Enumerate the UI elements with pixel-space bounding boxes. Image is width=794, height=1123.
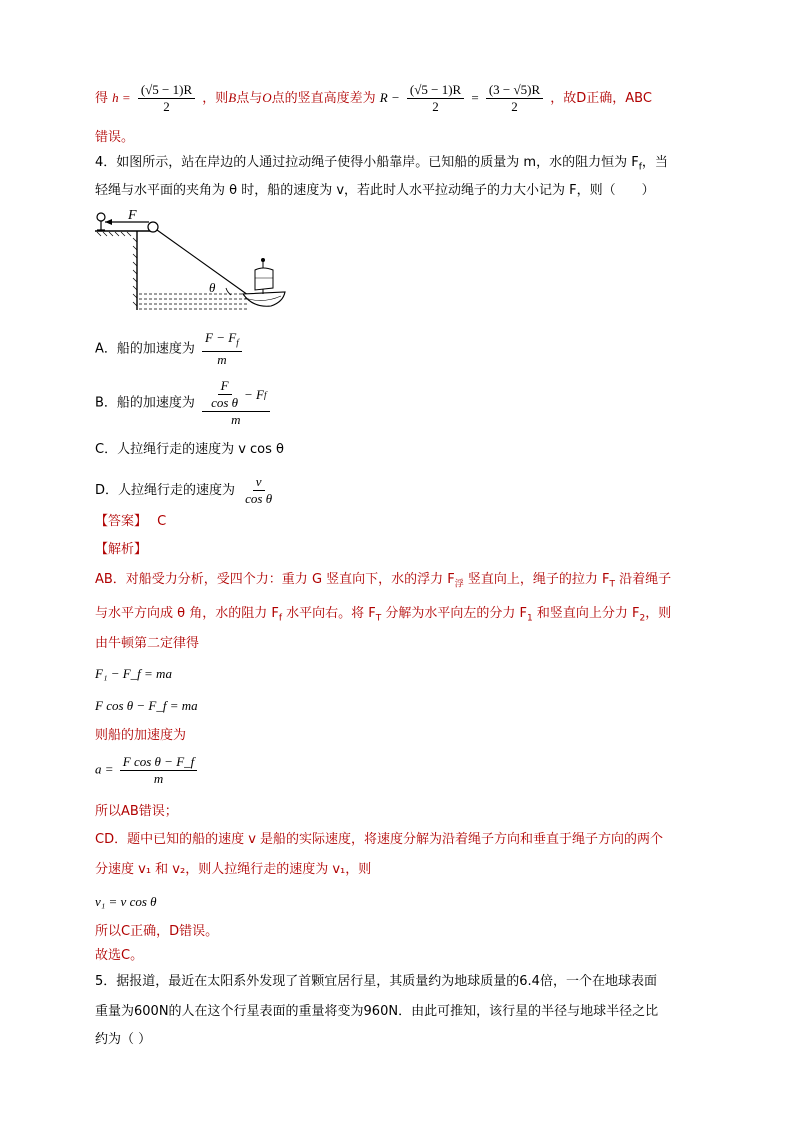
text: 沿着绳子 [615,572,672,587]
pulley [148,222,158,232]
analysis-line-4: 则船的加速度为 [95,728,187,743]
inner-fraction [208,378,241,411]
cliff-hatching-top [97,232,131,236]
frac-num: (√5 − 1)R [407,82,464,99]
equation-4: v₁ = v cos θ [95,894,157,909]
minus-term: − F [244,386,264,402]
boat [243,258,285,306]
text: ，则 [645,606,672,621]
subscript: f [236,337,239,348]
equation-3-fraction [120,754,197,787]
frac-num: (√5 − 1)R [138,82,195,99]
fraction-1 [138,82,195,115]
boat-pulley-diagram [93,210,293,315]
math-h: h = [112,90,131,105]
subscript: 1 [527,613,533,624]
analysis-line-5: 所以AB错误； [95,804,178,819]
frac-num: F [218,378,232,395]
option-a [95,330,245,368]
equals: = [471,90,479,105]
frac-num: (3 − √5)R [486,82,543,99]
analysis-label: 【解析】 [95,542,148,557]
point-b: B [228,90,237,105]
q5-line-3: 约为（ ） [95,1032,152,1047]
frac-den: m [153,771,164,786]
text: 和竖直向上分力 F [532,606,640,621]
text: ，当 [641,155,668,170]
analysis-line-7: 分速度 v₁ 和 v₂，则人拉绳行走的速度为 v₁，则 [95,862,372,877]
text: 与水平方向成 θ 角，水的阻力 F [95,606,279,621]
subscript: 2 [639,613,646,624]
text: ，故D正确，ABC [550,91,652,106]
q5-line-2: 重量为600N的人在这个行星表面的重量将变为960N．由此可推知，该行星的半径与地球半径之比 [95,1004,659,1019]
text: 得 [95,91,109,106]
answer-line [95,512,166,532]
equation-1: F₁ − F_f = ma [95,666,172,681]
option-b-fraction [202,378,269,428]
frac-den: cos θ [245,491,273,506]
person-head [97,213,105,221]
solution-line-2: 错误。 [95,130,135,145]
q4-line-1 [95,153,668,178]
equation-lhs: a = [95,761,114,777]
subscript: f [278,613,283,624]
math-r: R − [379,90,400,105]
option-b [95,378,273,428]
text: 点与 [236,91,263,106]
frac-num: v [253,474,265,491]
fraction-3 [486,82,543,115]
analysis-line-6: CD．题中已知的船的速度 v 是船的实际速度，将速度分解为沿着绳子方向和垂直于绳子方向的两个 [95,832,664,847]
angle-label: θ [209,280,216,295]
subscript: f [638,162,642,173]
text: 点的竖直高度差为 [271,91,376,106]
frac-den: m [231,412,241,427]
q4-line-2: 轻绳与水平面的夹角为 θ 时，船的速度为 v，若此时人水平拉动绳子的力大小记为 F，则（ ） [95,183,655,198]
fraction-2 [407,82,464,115]
q5-line-1: 5．据报道，最近在太阳系外发现了首颗宜居行星，其质量约为地球质量的6.4倍，一个在地球表面 [95,974,657,989]
text: 竖直向上，绳子的拉力 F [463,572,610,587]
frac-den: 2 [511,99,518,114]
option-d [95,474,278,507]
subscript: f [264,389,267,400]
equation-2: F cos θ − F_f = ma [95,698,198,713]
answer-value: C [157,514,167,529]
text: AB．对船受力分析，受四个力：重力 G 竖直向下，水的浮力 F [95,572,455,587]
option-label: A．船的加速度为 [95,341,195,357]
rope-slanted [157,230,248,295]
subscript: 浮 [454,579,464,590]
option-d-fraction [242,474,275,507]
analysis-line-2 [95,604,671,629]
answer-label: 【答案】 [95,514,148,529]
frac-num: F cos θ − F_f [120,754,197,771]
solution-line-1 [95,82,652,115]
frac-den: cos θ [211,395,239,410]
analysis-line-1 [95,570,671,595]
text: ，则 [202,91,229,106]
text: 分解为水平向左的分力 F [381,606,528,621]
force-arrow [105,219,112,225]
equation-3 [95,754,200,787]
option-label: B．船的加速度为 [95,395,195,411]
frac-num: F − F [205,330,237,345]
text: 水平向右。将 F [282,606,376,621]
subscript: T [375,613,382,624]
analysis-line-3: 由牛顿第二定律得 [95,636,200,651]
force-label: F [128,210,137,223]
analysis-line-9: 故选C。 [95,948,144,963]
frac-den: 2 [163,99,170,114]
point-o: O [262,90,272,105]
frac-den: 2 [432,99,439,114]
analysis-line-8: 所以C正确，D错误。 [95,924,219,939]
option-label: D．人拉绳行走的速度为 [95,483,236,498]
water-lines [139,294,248,309]
option-a-fraction [202,330,242,368]
text: 4．如图所示，站在岸边的人通过拉动绳子使得小船靠岸。已知船的质量为 m，水的阻力恒为 F [95,155,639,170]
frac-den: m [217,351,227,367]
option-c: C．人拉绳行走的速度为 v cos θ [95,442,284,457]
subscript: T [609,579,616,590]
